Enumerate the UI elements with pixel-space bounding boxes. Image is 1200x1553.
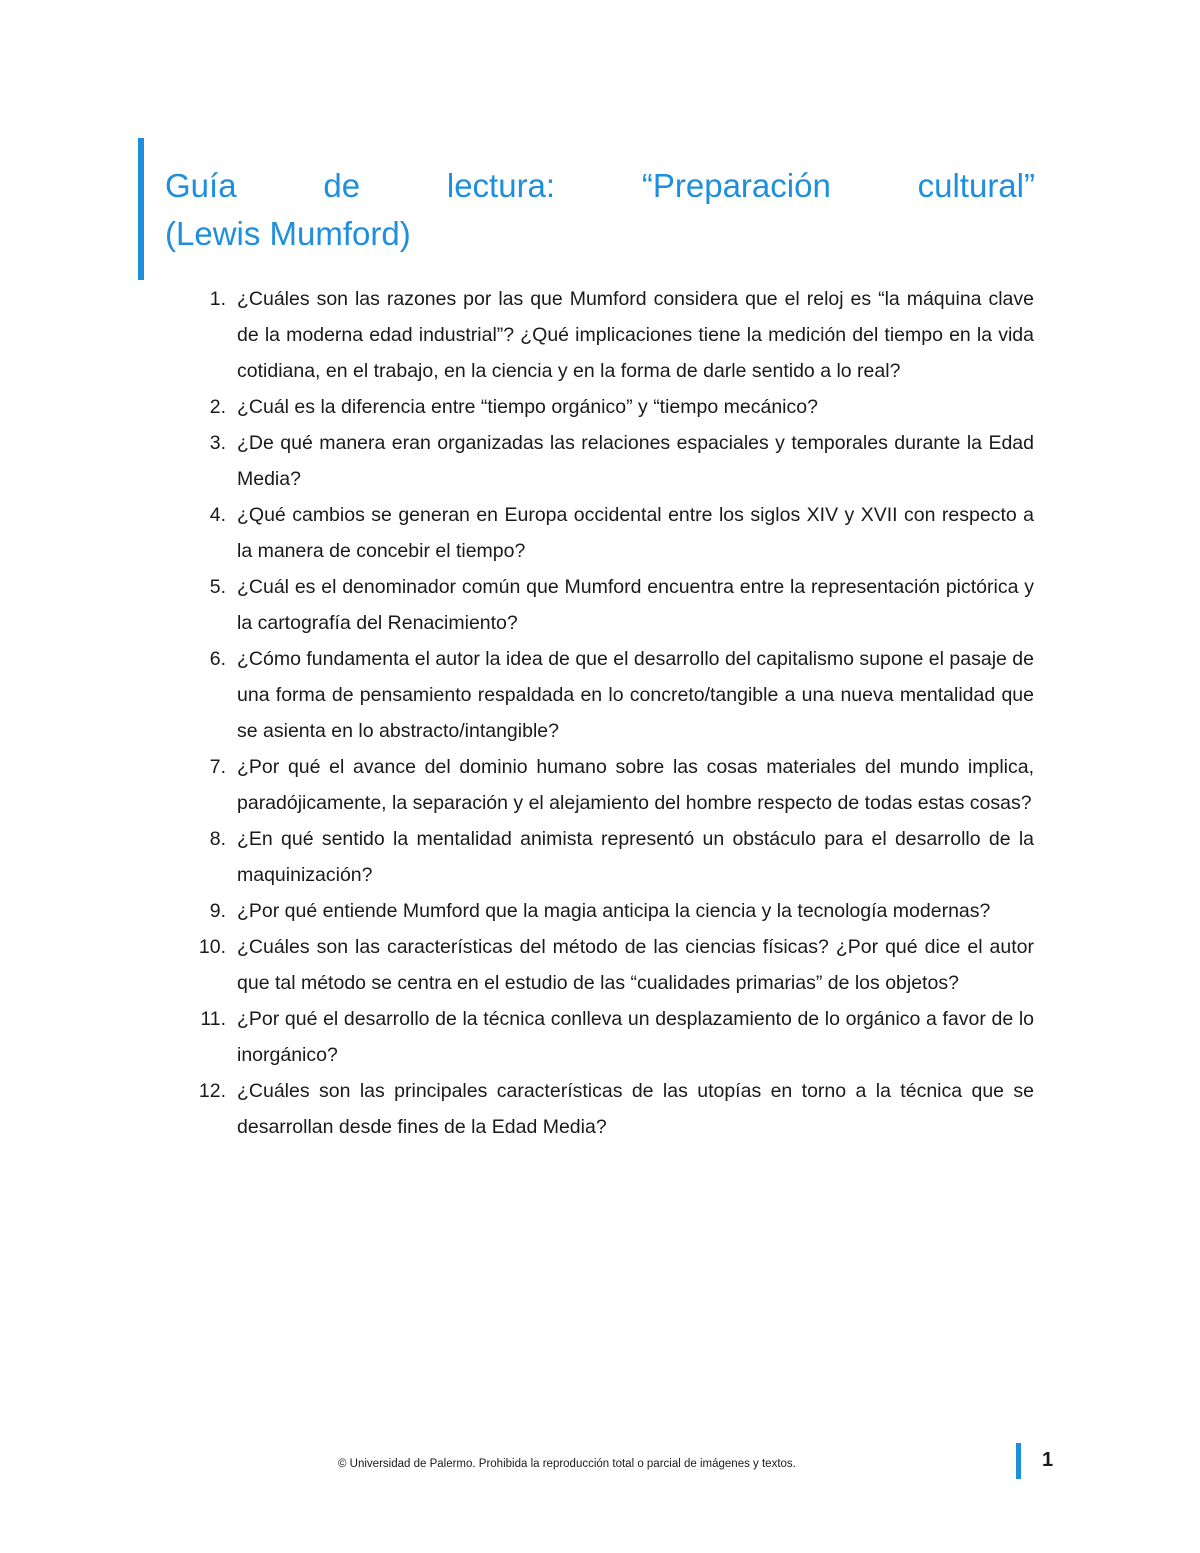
question-number: 12.: [198, 1080, 226, 1102]
question-number: 8.: [209, 828, 226, 850]
question-item: [0, 821, 1034, 893]
question-text: ¿Cuáles son las características del método de las ciencias físicas? ¿Por qué dice el autor que tal método se centra en el estudio de las “cualidades primarias” de los objetos?: [237, 936, 1034, 994]
question-number: 9.: [209, 900, 226, 922]
footer-copyright: © Universidad de Palermo. Prohibida la reproducción total o parcial de imágenes y textos.: [338, 1458, 796, 1470]
title-word: cultural”: [917, 167, 1035, 204]
question-item: [0, 425, 1034, 497]
question-number: 10.: [198, 936, 226, 958]
question-item: [0, 1073, 1034, 1145]
question-text: ¿Qué cambios se generan en Europa occidental entre los siglos XIV y XVII con respecto a la manera de concebir el tiempo?: [237, 504, 1034, 562]
title-line-1: [165, 162, 1035, 210]
footer-accent-bar: [1016, 1443, 1021, 1479]
title-word: “Preparación: [641, 167, 831, 204]
question-text: ¿Por qué el avance del dominio humano sobre las cosas materiales del mundo implica, paradójicamente, la separación y el alejamiento del hombre respecto de todas estas cosas?: [237, 756, 1034, 814]
question-item: [0, 749, 1034, 821]
question-text: ¿Cuáles son las razones por las que Mumford considera que el reloj es “la máquina clave de la moderna edad industrial”? ¿Qué implicaciones tiene la medición del tiempo en la vida cotidiana, en el trabajo, en la ciencia y en la forma de darle sentido a lo real?: [237, 288, 1034, 382]
question-text: ¿De qué manera eran organizadas las relaciones espaciales y temporales durante la Edad Media?: [237, 432, 1034, 490]
title-word: lectura:: [446, 167, 556, 204]
question-item: [0, 929, 1034, 1001]
question-text: ¿Por qué entiende Mumford que la magia anticipa la ciencia y la tecnología modernas?: [237, 900, 991, 922]
question-text: ¿Por qué el desarrollo de la técnica conlleva un desplazamiento de lo orgánico a favor de lo inorgánico?: [237, 1008, 1034, 1066]
question-number: 4.: [209, 504, 226, 526]
title-line-2: (Lewis Mumford): [165, 215, 411, 252]
question-number: 6.: [209, 648, 226, 670]
question-number: 5.: [209, 576, 226, 598]
question-item: [0, 389, 1034, 425]
question-text: ¿Cuáles son las principales características de las utopías en torno a la técnica que se desarrollan desde fines de la Edad Media?: [237, 1080, 1034, 1138]
question-number: 1.: [209, 288, 226, 310]
page-number: 1: [1042, 1449, 1054, 1471]
title-word: de: [323, 167, 361, 204]
question-item: [0, 641, 1034, 749]
question-number: 11.: [200, 1008, 226, 1030]
question-text: ¿Cuál es la diferencia entre “tiempo orgánico” y “tiempo mecánico?: [237, 396, 818, 418]
question-text: ¿En qué sentido la mentalidad animista representó un obstáculo para el desarrollo de la maquinización?: [237, 828, 1034, 886]
question-text: ¿Cómo fundamenta el autor la idea de que el desarrollo del capitalismo supone el pasaje de una forma de pensamiento respaldada en lo concreto/tangible a una nueva mentalidad que se asienta en lo abstracto/intangible?: [237, 648, 1034, 742]
question-list: [0, 281, 1200, 1145]
question-item: [0, 281, 1034, 389]
question-item: [0, 569, 1034, 641]
page-title: [165, 162, 1035, 258]
question-number: 3.: [209, 432, 226, 454]
question-item: [0, 893, 1034, 929]
question-item: [0, 497, 1034, 569]
question-number: 2.: [209, 396, 226, 418]
question-text: ¿Cuál es el denominador común que Mumford encuentra entre la representación pictórica y la cartografía del Renacimiento?: [237, 576, 1034, 634]
title-accent-bar: [138, 138, 144, 280]
title-word: Guía: [165, 167, 237, 204]
question-item: [0, 1001, 1034, 1073]
question-number: 7.: [209, 756, 226, 778]
